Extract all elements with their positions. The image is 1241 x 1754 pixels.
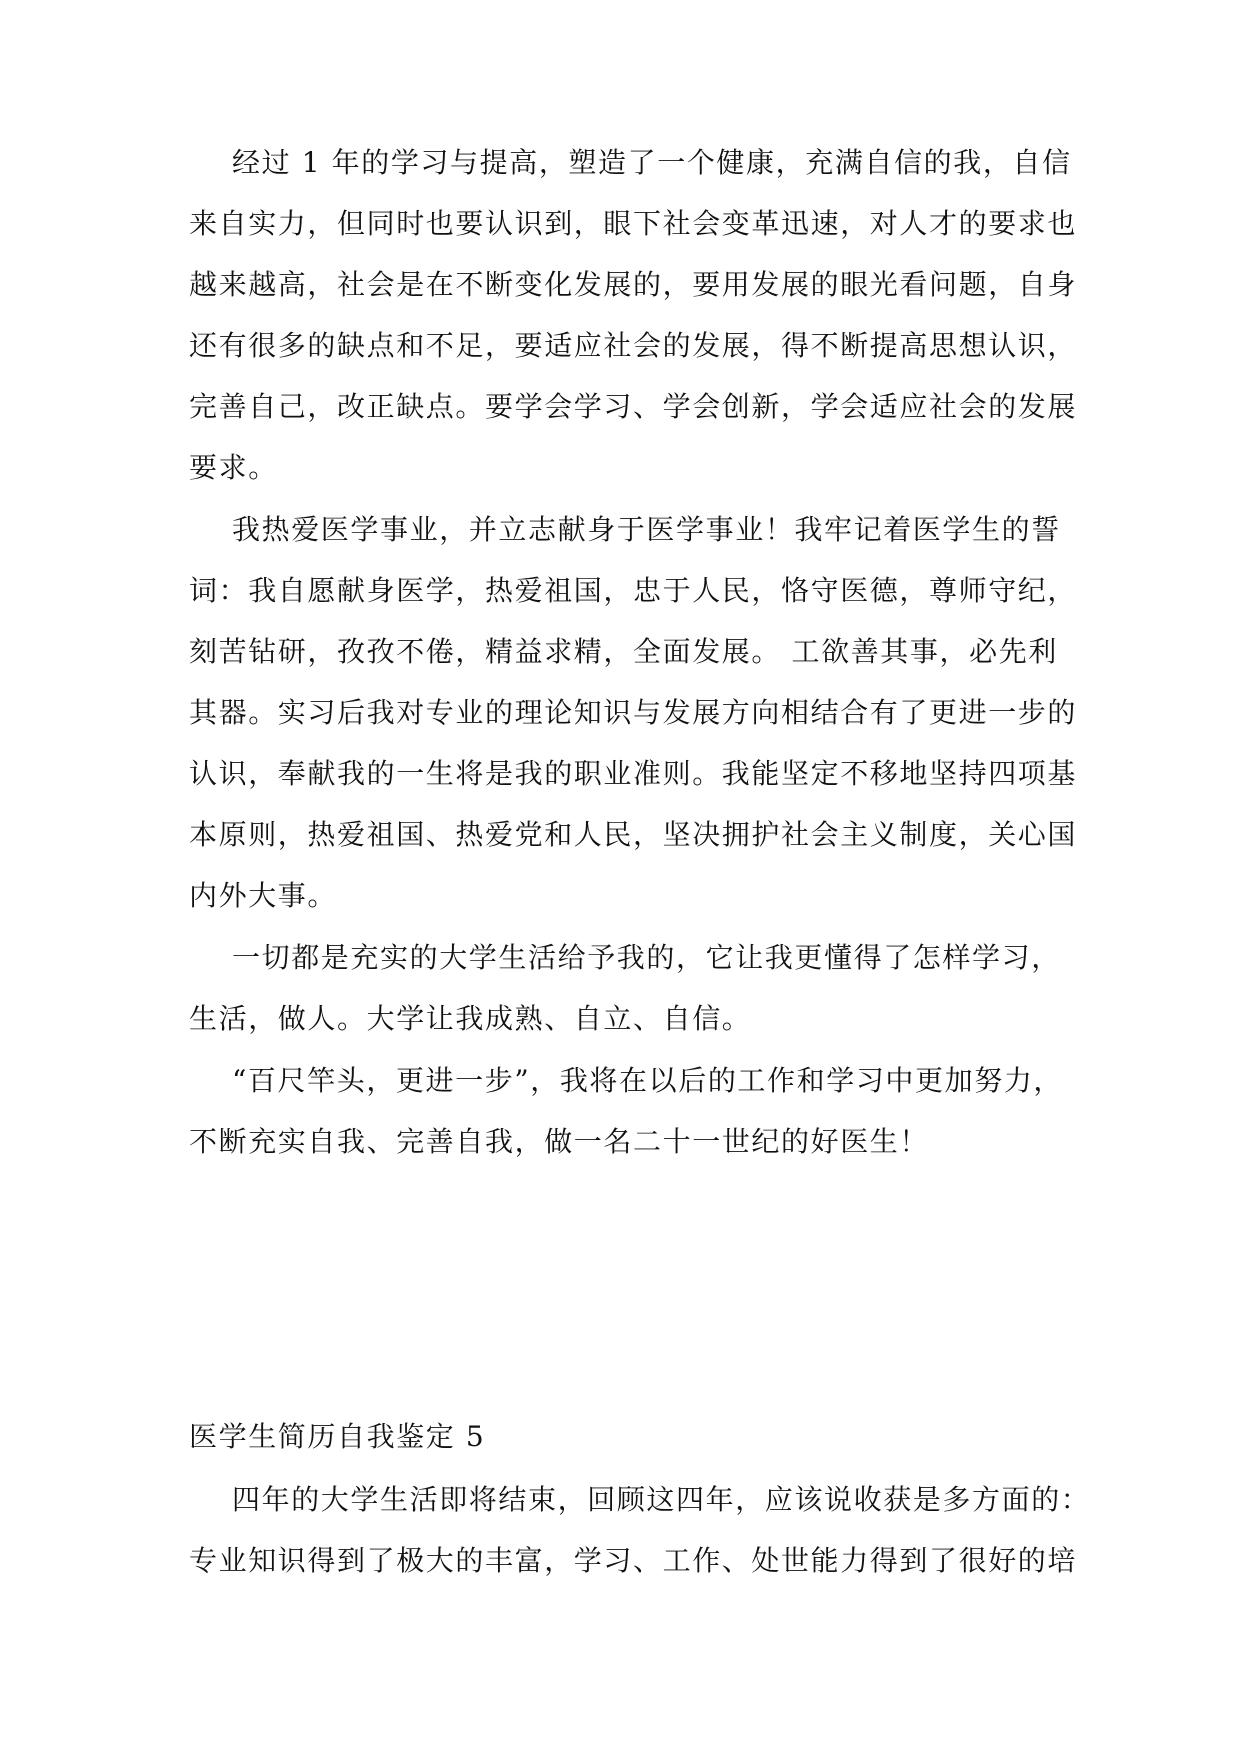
paragraph-line: 完善自己，改正缺点。要学会学习、学会创新，学会适应社会的发展 [189,390,1078,423]
paragraph-line: 要求。 [189,451,278,484]
paragraph-line: 四年的大学生活即将结束，回顾这四年，应该说收获是多方面的： [232,1483,1091,1516]
section-heading: 医学生简历自我鉴定 5 [189,1420,486,1453]
paragraph-line: 一切都是充实的大学生活给予我的，它让我更懂得了怎样学习， [232,941,1061,974]
paragraph-line: 其器。实习后我对专业的理论知识与发展方向相结合有了更进一步的 [189,696,1078,729]
paragraph-line: 本原则，热爱祖国、热爱党和人民，坚决拥护社会主义制度，关心国 [189,818,1078,851]
paragraph-line: 内外大事。 [189,879,338,912]
section-paragraph [189,1469,1091,1591]
paragraph-4 [189,1050,1064,1172]
paragraph-line: 词：我自愿献身医学，热爱祖国，忠于人民，恪守医德，尊师守纪， [189,574,1078,607]
paragraph-3 [189,927,1061,1049]
paragraph-line: 我热爱医学事业，并立志献身于医学事业！我牢记着医学生的誓 [232,513,1061,546]
paragraph-line: 经过 1 年的学习与提高，塑造了一个健康，充满自信的我，自信 [232,146,1072,179]
paragraph-line: 还有很多的缺点和不足，要适应社会的发展，得不断提高思想认识， [189,329,1078,362]
paragraph-1 [189,132,1078,498]
paragraph-2 [189,499,1078,926]
paragraph-line: 刻苦钻研，孜孜不倦，精益求精，全面发展。 工欲善其事，必先利 [189,635,1058,668]
paragraph-line: “百尺竿头，更进一步”，我将在以后的工作和学习中更加努力， [232,1064,1064,1097]
paragraph-line: 越来越高，社会是在不断变化发展的，要用发展的眼光看问题，自身 [189,268,1078,301]
paragraph-line: 专业知识得到了极大的丰富，学习、工作、处世能力得到了很好的培 [189,1544,1078,1577]
paragraph-line: 认识，奉献我的一生将是我的职业准则。我能坚定不移地坚持四项基 [189,757,1078,790]
paragraph-line: 生活，做人。大学让我成熟、自立、自信。 [189,1002,752,1035]
paragraph-line: 不断充实自我、完善自我，做一名二十一世纪的好医生！ [189,1125,930,1158]
paragraph-line: 来自实力，但同时也要认识到，眼下社会变革迅速，对人才的要求也 [189,207,1078,240]
